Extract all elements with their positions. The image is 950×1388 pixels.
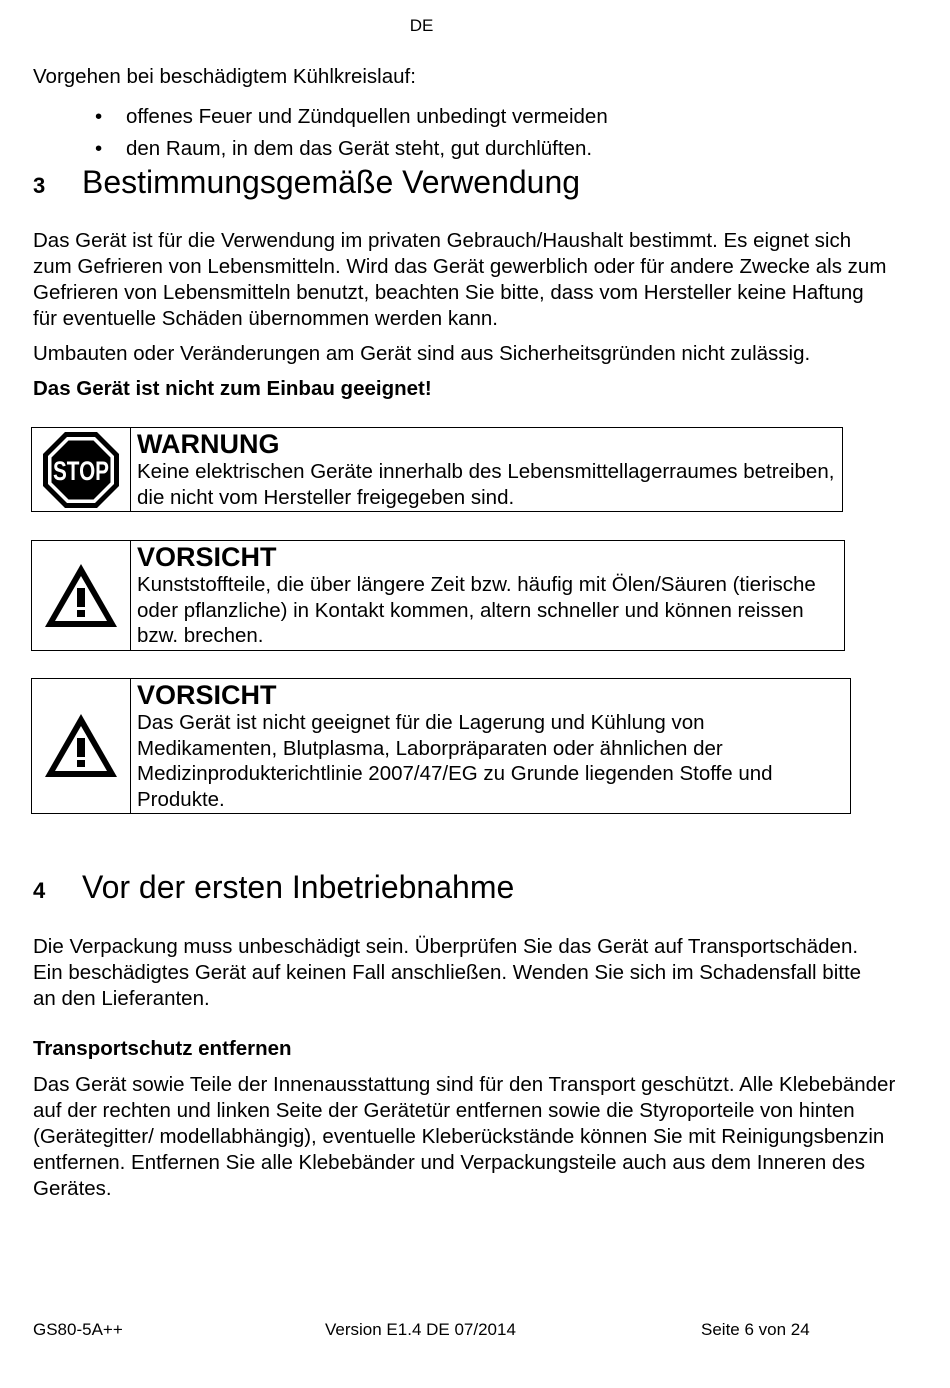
- notice-title: WARNUNG: [137, 429, 280, 459]
- warning-notice: [31, 427, 843, 512]
- section-number: 4: [33, 878, 46, 903]
- list-item: [95, 101, 608, 133]
- bullet-text: den Raum, in dem das Gerät steht, gut durchlüften.: [126, 137, 593, 160]
- bullet-icon: •: [95, 137, 103, 160]
- section-title: Vor der ersten Inbetriebnahme: [82, 869, 515, 905]
- language-label: DE: [409, 16, 434, 35]
- notice-text: Keine elektrischen Geräte innerhalb des Lebensmittellagerraumes betreiben, die nicht vom Hersteller freigegeben sind.: [137, 460, 835, 509]
- notice-text: Kunststoffteile, die über längere Zeit bzw. häufig mit Ölen/Säuren (tierische oder pflanzliche) in Kontakt kommen, altern schneller und können reissen bzw. brechen.: [137, 573, 816, 647]
- warning-triangle-icon: [32, 679, 131, 813]
- installation-note: Das Gerät ist nicht zum Einbau geeignet!: [33, 377, 432, 400]
- section-4-heading: [33, 869, 514, 906]
- warning-triangle-icon: [32, 541, 131, 650]
- section-title: Bestimmungsgemäße Verwendung: [82, 164, 581, 200]
- bullet-text: offenes Feuer und Zündquellen unbedingt vermeiden: [126, 105, 608, 128]
- bullet-icon: •: [95, 105, 103, 128]
- section-4-subheading: Transportschutz entfernen: [33, 1037, 292, 1060]
- footer-page-number: Seite 6 von 24: [701, 1320, 810, 1339]
- footer-version: Version E1.4 DE 07/2014: [325, 1320, 516, 1339]
- section-3-heading: [33, 164, 580, 201]
- notice-title: VORSICHT: [137, 680, 277, 710]
- notice-text: Das Gerät ist nicht geeignet für die Lagerung und Kühlung von Medikamenten, Blutplasma, Laborpräparaten oder ähnlichen der Medizinprodukterichtlinie 2007/47/EG zu Grunde liegenden Stoffe und Produkte.: [137, 711, 773, 811]
- list-item: [95, 133, 608, 165]
- notice-title: VORSICHT: [137, 542, 277, 572]
- intro-bullet-list: [95, 101, 608, 165]
- section-3-paragraph: Das Gerät ist für die Verwendung im privaten Gebrauch/Haushalt bestimmt. Es eignet sich zum Gefrieren von Lebensmitteln. Wird das Gerät gewerblich oder für andere Zwecke als zum Gefrieren von Lebensmitteln benutzt, beachten Sie bitte, dass vom Hersteller keine Haftung für eventuelle Schäden übernommen werden kann.: [33, 229, 887, 330]
- section-3-paragraph-2: Umbauten oder Veränderungen am Gerät sind aus Sicherheitsgründen nicht zulässig.: [33, 342, 811, 365]
- caution-notice: [31, 678, 851, 814]
- section-number: 3: [33, 173, 46, 198]
- intro-heading: Vorgehen bei beschädigtem Kühlkreislauf:: [33, 65, 416, 88]
- stop-sign-icon: [32, 428, 131, 511]
- section-4-paragraph: Die Verpackung muss unbeschädigt sein. Überprüfen Sie das Gerät auf Transportschäden. Ein beschädigtes Gerät auf keinen Fall anschließen. Wenden Sie sich im Schadensfall bitte an den Lieferanten.: [33, 935, 862, 1010]
- stop-sign-label: STOP: [53, 455, 109, 486]
- footer-model: GS80-5A++: [33, 1320, 123, 1339]
- section-4-paragraph-2: Das Gerät sowie Teile der Innenausstattung sind für den Transport geschützt. Alle Klebebänder auf der rechten und linken Seite der Gerätetür entfernen sowie die Styroporteile von hinten (Gerätegitter/ modellabhängig), eventuelle Kleberückstände können Sie mit Reinigungsbenzin entfernen. Entfernen Sie alle Klebebänder und Verpackungsteile auch aus dem Inneren des Gerätes.: [33, 1073, 896, 1200]
- caution-notice: [31, 540, 845, 651]
